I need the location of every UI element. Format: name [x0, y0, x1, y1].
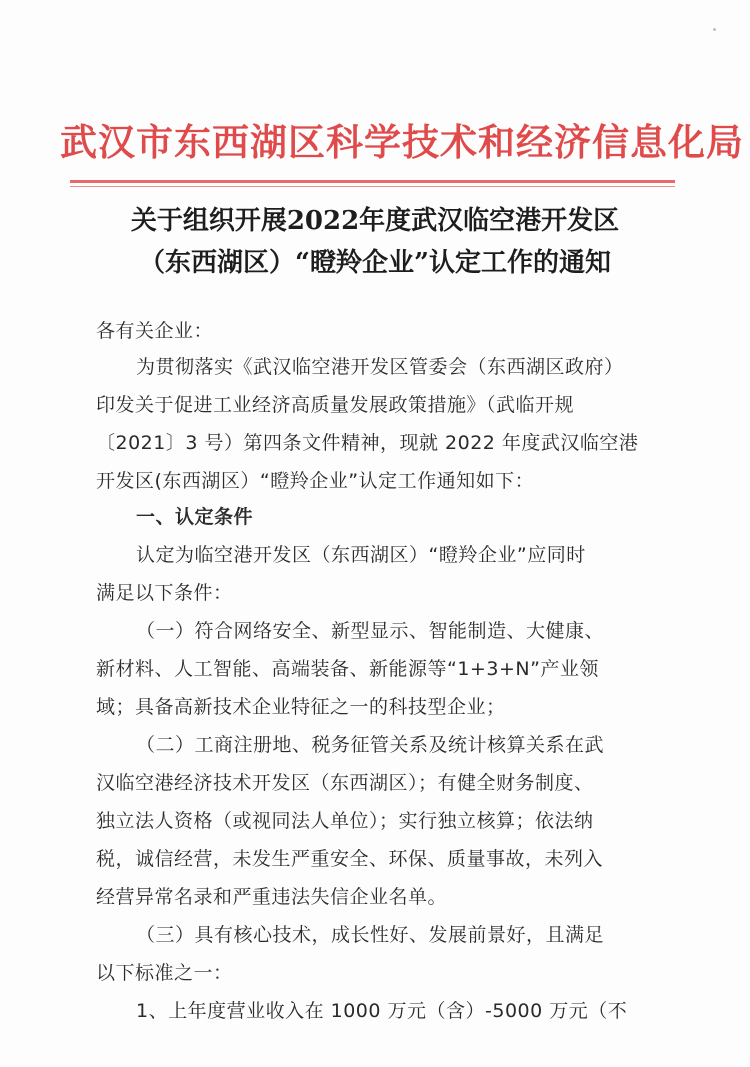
document-title-line-1: 关于组织开展2022年度武汉临空港开发区	[130, 206, 620, 236]
section-heading-criteria: 一、认定条件	[136, 506, 254, 528]
item-1-line: （一）符合网络安全、新型显示、智能制造、大健康、	[136, 620, 605, 642]
item-3-line: （三）具有核心技术，成长性好、发展前景好，且满足	[136, 924, 605, 946]
item-2-line: 独立法人资格（或视同法人单位）；实行独立核算；依法纳	[96, 810, 594, 832]
item-3-line: 以下标准之一：	[96, 962, 233, 984]
item-2-line: 税，诚信经营，未发生严重安全、环保、质量事故，未列入	[96, 848, 604, 870]
scan-speck	[713, 28, 716, 31]
paragraph-1-line: 开发区(东西湖区）“瞪羚企业”认定工作通知如下：	[96, 470, 535, 492]
item-3-sub-1-line: 1、上年度营业收入在 1000 万元（含）-5000 万元（不	[136, 1000, 628, 1022]
header-red-rule-thick	[70, 180, 675, 183]
issuing-organization-header: 武汉市东西湖区科学技术和经济信息化局	[60, 120, 744, 164]
paragraph-1-line: 印发关于促进工业经济高质量发展政策措施》（武临开规	[96, 394, 575, 416]
item-1-line: 新材料、人工智能、高端装备、新能源等“1+3+N”产业领	[96, 658, 599, 680]
item-2-line: （二）工商注册地、税务征管关系及统计核算关系在武	[136, 734, 605, 756]
paragraph-1-line: 〔2021〕3 号）第四条文件精神，现就 2022 年度武汉临空港	[96, 432, 639, 454]
salutation: 各有关企业：	[96, 320, 214, 342]
section-intro-line: 认定为临空港开发区（东西湖区）“瞪羚企业”应同时	[136, 544, 586, 566]
item-1-line: 域；具备高新技术企业特征之一的科技型企业；	[96, 696, 506, 718]
paragraph-1-line: 为贯彻落实《武汉临空港开发区管委会（东西湖区政府）	[136, 356, 624, 378]
item-2-line: 汉临空港经济技术开发区（东西湖区）；有健全财务制度、	[96, 772, 594, 794]
document-title-line-2: （东西湖区）“瞪羚企业”认定工作的通知	[139, 248, 611, 278]
header-red-rule-thin	[70, 186, 675, 187]
section-intro-line: 满足以下条件：	[96, 582, 233, 604]
item-2-line: 经营异常名录和严重违法失信企业名单。	[96, 886, 448, 908]
